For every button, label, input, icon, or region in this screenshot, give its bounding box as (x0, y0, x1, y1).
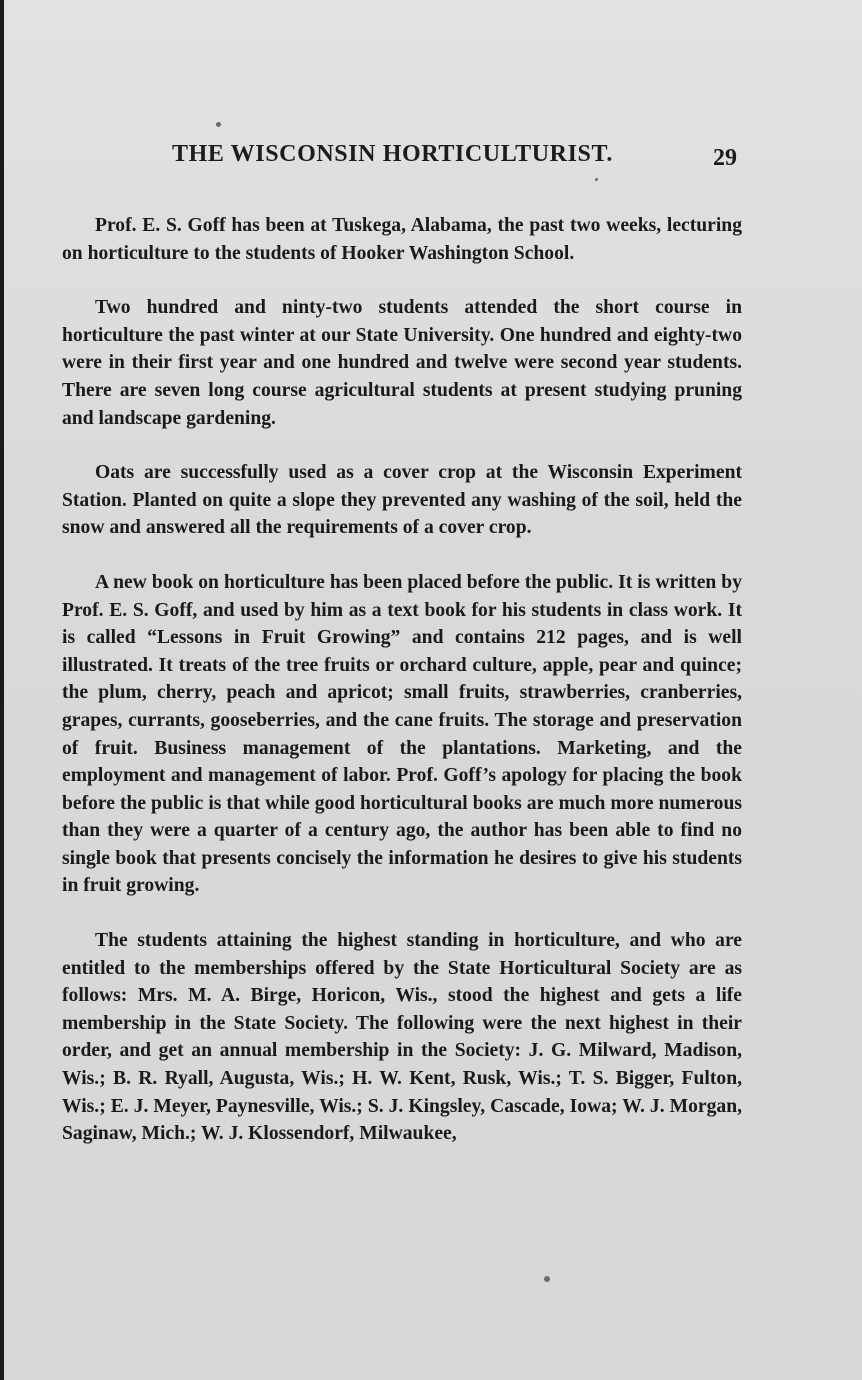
article-body (62, 212, 742, 1175)
paragraph: Prof. E. S. Goff has been at Tuskega, Alabama, the past two weeks, lecturing on horticulture to the students of Hooker Washington School. (62, 215, 742, 264)
ink-speck (216, 122, 221, 127)
page-number: 29 (713, 145, 737, 171)
paragraph: The students attaining the highest standing in horticulture, and who are entitled to the memberships offered by the State Horticultural Society are as follows: Mrs. M. A. Birge, Horicon, Wis., stood the highest and gets a life membership in the State Society. The following were the next highest in their order, and get an annual membership in the Society: J. G. Milward, Madison, Wis.; B. R. Ryall, Augusta, Wis.; H. W. Kent, Rusk, Wis.; T. S. Bigger, Fulton, Wis.; E. J. Meyer, Paynesville, Wis.; S. J. Kingsley, Cascade, Iowa; W. J. Morgan, Saginaw, Mich.; W. J. Klossendorf, Milwaukee, (62, 930, 742, 1145)
page-header (170, 141, 770, 181)
paragraph: Oats are successfully used as a cover crop at the Wisconsin Experiment Station. Planted on quite a slope they prevented any washing of the soil, held the snow and answered all the requirements of a cover crop. (62, 462, 742, 539)
paragraph: A new book on horticulture has been placed before the public. It is written by Prof. E. S. Goff, and used by him as a text book for his students in class work. It is called “Lessons in Fruit Growing” and contains 212 pages, and is well illustrated. It treats of the tree fruits or orchard culture, apple, pear and quince; the plum, cherry, peach and apricot; small fruits, strawberries, cranberries, grapes, currants, gooseberries, and the cane fruits. The storage and preservation of fruit. Business management of the plantations. Marketing, and the employment and management of labor. Prof. Goff’s apology for placing the book before the public is that while good horticultural books are much more numerous than they were a quarter of a century ago, the author has been able to find no single book that presents concisely the information he desires to give his students in fruit growing. (62, 571, 742, 897)
running-title: THE WISCONSIN HORTICULTURIST. (172, 141, 613, 167)
paragraph: Two hundred and ninty-two students attended the short course in horticulture the past winter at our State University. One hundred and eighty-two were in their first year and one hundred and twelve were second year students. There are seven long course agricultural students at present studying pruning and landscape gardening. (62, 297, 742, 429)
page-binding-edge (0, 0, 4, 1380)
ink-speck (544, 1276, 550, 1282)
